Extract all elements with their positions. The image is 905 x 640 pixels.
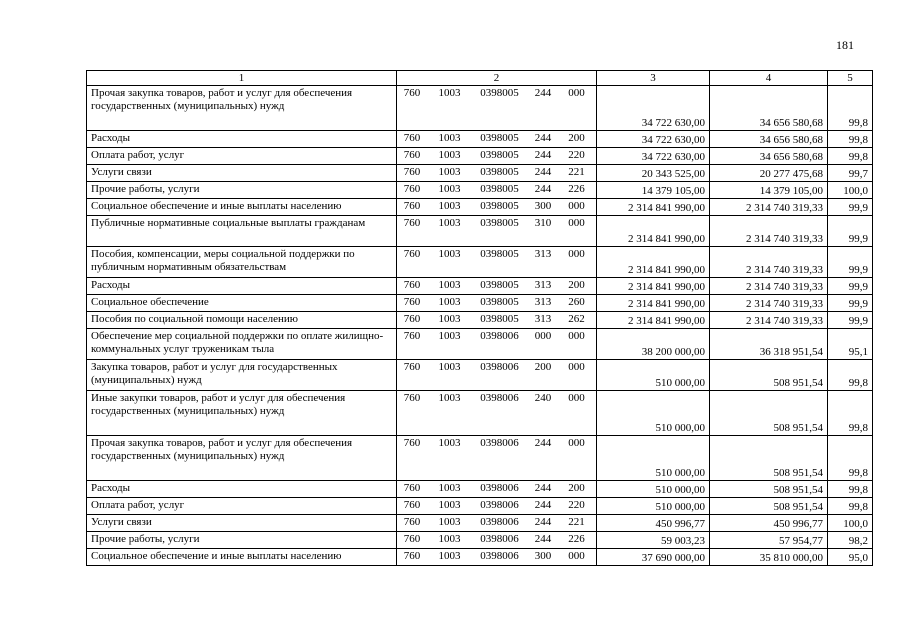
row-col4: 2 314 740 319,33 [710, 278, 828, 295]
code-section: 1003 [438, 132, 461, 144]
code-article: 0398005 [480, 313, 519, 325]
row-codes [397, 295, 597, 312]
row-name: Публичные нормативные социальные выплаты гражданам [87, 216, 397, 247]
code-group [397, 550, 596, 563]
row-col3: 510 000,00 [597, 436, 710, 481]
code-type: 244 [534, 132, 552, 144]
code-group [397, 87, 596, 100]
table-row [87, 481, 873, 498]
code-kosgu: 000 [568, 200, 585, 212]
row-name: Оплата работ, услуг [87, 148, 397, 165]
row-col4: 34 656 580,68 [710, 86, 828, 131]
code-type: 313 [534, 279, 552, 291]
code-article: 0398005 [480, 200, 519, 212]
header-cell: 5 [828, 71, 873, 86]
row-codes [397, 131, 597, 148]
row-col3: 510 000,00 [597, 391, 710, 436]
code-article: 0398005 [480, 279, 519, 291]
code-type: 244 [534, 516, 552, 528]
code-kosgu: 000 [568, 217, 585, 229]
table-row [87, 329, 873, 360]
row-codes [397, 247, 597, 278]
code-type: 200 [534, 361, 552, 373]
row-col3: 2 314 841 990,00 [597, 295, 710, 312]
code-article: 0398005 [480, 87, 519, 99]
table-row [87, 391, 873, 436]
header-cell: 4 [710, 71, 828, 86]
code-type: 300 [534, 550, 552, 562]
code-article: 0398006 [480, 516, 519, 528]
row-col5: 100,0 [828, 182, 873, 199]
code-type: 244 [534, 482, 552, 494]
row-col4: 450 996,77 [710, 515, 828, 532]
row-col5: 99,9 [828, 278, 873, 295]
code-article: 0398005 [480, 296, 519, 308]
code-group [397, 279, 596, 292]
row-col5: 99,8 [828, 360, 873, 391]
row-col4: 14 379 105,00 [710, 182, 828, 199]
table-row [87, 532, 873, 549]
code-article: 0398005 [480, 149, 519, 161]
code-group [397, 437, 596, 450]
row-col5: 99,8 [828, 481, 873, 498]
row-name: Услуги связи [87, 515, 397, 532]
table-row [87, 165, 873, 182]
row-col3: 34 722 630,00 [597, 148, 710, 165]
code-group [397, 217, 596, 230]
code-article: 0398005 [480, 166, 519, 178]
code-section: 1003 [438, 482, 461, 494]
row-col5: 99,8 [828, 131, 873, 148]
row-name: Пособия по социальной помощи населению [87, 312, 397, 329]
code-admin: 760 [403, 183, 421, 195]
code-admin: 760 [403, 392, 421, 404]
code-section: 1003 [438, 296, 461, 308]
code-kosgu: 226 [568, 183, 585, 195]
code-group [397, 132, 596, 145]
row-col4: 508 951,54 [710, 481, 828, 498]
code-section: 1003 [438, 279, 461, 291]
row-col5: 99,9 [828, 312, 873, 329]
row-col5: 99,8 [828, 436, 873, 481]
code-section: 1003 [438, 516, 461, 528]
row-codes [397, 278, 597, 295]
table-row [87, 549, 873, 566]
row-name: Прочие работы, услуги [87, 532, 397, 549]
table-row [87, 515, 873, 532]
code-section: 1003 [438, 248, 461, 260]
row-codes [397, 498, 597, 515]
row-col3: 2 314 841 990,00 [597, 312, 710, 329]
code-group [397, 248, 596, 261]
code-section: 1003 [438, 550, 461, 562]
code-kosgu: 000 [568, 248, 585, 260]
code-section: 1003 [438, 437, 461, 449]
header-cell: 1 [87, 71, 397, 86]
code-group [397, 330, 596, 343]
row-col4: 2 314 740 319,33 [710, 216, 828, 247]
code-type: 244 [534, 183, 552, 195]
row-name: Услуги связи [87, 165, 397, 182]
row-codes [397, 312, 597, 329]
budget-table [86, 70, 873, 566]
row-name: Социальное обеспечение [87, 295, 397, 312]
row-col3: 2 314 841 990,00 [597, 278, 710, 295]
row-col4: 34 656 580,68 [710, 131, 828, 148]
row-codes [397, 216, 597, 247]
row-col4: 508 951,54 [710, 498, 828, 515]
row-col4: 35 810 000,00 [710, 549, 828, 566]
row-col5: 99,8 [828, 86, 873, 131]
code-group [397, 296, 596, 309]
table-row [87, 247, 873, 278]
code-article: 0398006 [480, 550, 519, 562]
row-col3: 59 003,23 [597, 532, 710, 549]
code-group [397, 499, 596, 512]
header-cell: 2 [397, 71, 597, 86]
code-section: 1003 [438, 392, 461, 404]
row-name: Прочая закупка товаров, работ и услуг для обеспечения государственных (муниципальных) нужд [87, 86, 397, 131]
row-col5: 98,2 [828, 532, 873, 549]
code-article: 0398006 [480, 533, 519, 545]
row-col4: 508 951,54 [710, 436, 828, 481]
row-codes [397, 165, 597, 182]
code-type: 244 [534, 149, 552, 161]
row-col3: 450 996,77 [597, 515, 710, 532]
code-kosgu: 226 [568, 533, 585, 545]
row-col5: 99,9 [828, 247, 873, 278]
row-col4: 2 314 740 319,33 [710, 247, 828, 278]
code-kosgu: 000 [568, 330, 585, 342]
row-col5: 99,8 [828, 498, 873, 515]
code-group [397, 533, 596, 546]
code-section: 1003 [438, 361, 461, 373]
row-col5: 99,9 [828, 199, 873, 216]
row-col4: 36 318 951,54 [710, 329, 828, 360]
table-row [87, 436, 873, 481]
code-group [397, 361, 596, 374]
row-col5: 95,0 [828, 549, 873, 566]
table-row [87, 278, 873, 295]
code-section: 1003 [438, 200, 461, 212]
row-name: Прочие работы, услуги [87, 182, 397, 199]
code-admin: 760 [403, 149, 421, 161]
code-type: 000 [534, 330, 552, 342]
row-codes [397, 148, 597, 165]
code-kosgu: 000 [568, 392, 585, 404]
row-col3: 510 000,00 [597, 360, 710, 391]
code-admin: 760 [403, 361, 421, 373]
code-admin: 760 [403, 217, 421, 229]
code-admin: 760 [403, 296, 421, 308]
code-article: 0398005 [480, 217, 519, 229]
row-col5: 99,9 [828, 216, 873, 247]
row-col3: 2 314 841 990,00 [597, 247, 710, 278]
code-section: 1003 [438, 87, 461, 99]
code-kosgu: 000 [568, 437, 585, 449]
table-row [87, 131, 873, 148]
row-name: Иные закупки товаров, работ и услуг для обеспечения государственных (муниципальных) нужд [87, 391, 397, 436]
row-col5: 100,0 [828, 515, 873, 532]
code-type: 244 [534, 437, 552, 449]
code-admin: 760 [403, 330, 421, 342]
code-section: 1003 [438, 499, 461, 511]
code-section: 1003 [438, 166, 461, 178]
row-col5: 99,8 [828, 391, 873, 436]
code-type: 313 [534, 248, 552, 260]
code-section: 1003 [438, 217, 461, 229]
row-col3: 37 690 000,00 [597, 549, 710, 566]
row-name: Расходы [87, 131, 397, 148]
row-name: Закупка товаров, работ и услуг для государственных (муниципальных) нужд [87, 360, 397, 391]
row-codes [397, 436, 597, 481]
row-name: Расходы [87, 481, 397, 498]
code-kosgu: 200 [568, 279, 585, 291]
code-group [397, 200, 596, 213]
row-codes [397, 391, 597, 436]
code-kosgu: 000 [568, 550, 585, 562]
row-col5: 99,9 [828, 295, 873, 312]
code-kosgu: 221 [568, 516, 585, 528]
code-article: 0398006 [480, 361, 519, 373]
row-codes [397, 515, 597, 532]
row-codes [397, 86, 597, 131]
code-admin: 760 [403, 313, 421, 325]
row-col3: 34 722 630,00 [597, 86, 710, 131]
code-kosgu: 260 [568, 296, 585, 308]
code-type: 313 [534, 296, 552, 308]
row-col4: 20 277 475,68 [710, 165, 828, 182]
row-codes [397, 360, 597, 391]
code-kosgu: 262 [568, 313, 585, 325]
row-name: Социальное обеспечение и иные выплаты населению [87, 549, 397, 566]
code-section: 1003 [438, 330, 461, 342]
table-row [87, 498, 873, 515]
table-body [87, 86, 873, 566]
code-type: 313 [534, 313, 552, 325]
table-row [87, 148, 873, 165]
code-article: 0398006 [480, 392, 519, 404]
row-col4: 57 954,77 [710, 532, 828, 549]
table-row [87, 360, 873, 391]
row-col3: 2 314 841 990,00 [597, 199, 710, 216]
code-group [397, 516, 596, 529]
row-name: Прочая закупка товаров, работ и услуг для обеспечения государственных (муниципальных) нужд [87, 436, 397, 481]
code-admin: 760 [403, 482, 421, 494]
code-admin: 760 [403, 248, 421, 260]
page-number: 181 [836, 38, 854, 52]
code-kosgu: 200 [568, 132, 585, 144]
code-section: 1003 [438, 183, 461, 195]
code-type: 244 [534, 533, 552, 545]
code-article: 0398006 [480, 330, 519, 342]
code-admin: 760 [403, 499, 421, 511]
code-group [397, 149, 596, 162]
code-kosgu: 221 [568, 166, 585, 178]
row-col3: 510 000,00 [597, 481, 710, 498]
row-col4: 2 314 740 319,33 [710, 199, 828, 216]
code-type: 244 [534, 166, 552, 178]
header-cell: 3 [597, 71, 710, 86]
row-col3: 510 000,00 [597, 498, 710, 515]
code-admin: 760 [403, 166, 421, 178]
row-col4: 508 951,54 [710, 360, 828, 391]
code-article: 0398006 [480, 482, 519, 494]
table-row [87, 216, 873, 247]
code-kosgu: 000 [568, 87, 585, 99]
code-admin: 760 [403, 279, 421, 291]
row-col4: 34 656 580,68 [710, 148, 828, 165]
row-col5: 99,8 [828, 148, 873, 165]
row-col3: 14 379 105,00 [597, 182, 710, 199]
code-article: 0398005 [480, 132, 519, 144]
code-group [397, 313, 596, 326]
code-admin: 760 [403, 516, 421, 528]
row-name: Обеспечение мер социальной поддержки по оплате жилищно-коммунальных услуг труженикам тыла [87, 329, 397, 360]
header-row [87, 71, 873, 86]
row-col5: 99,7 [828, 165, 873, 182]
code-article: 0398006 [480, 437, 519, 449]
code-section: 1003 [438, 149, 461, 161]
row-codes [397, 329, 597, 360]
row-codes [397, 199, 597, 216]
code-article: 0398005 [480, 183, 519, 195]
code-group [397, 482, 596, 495]
code-section: 1003 [438, 533, 461, 545]
row-codes [397, 549, 597, 566]
row-col3: 20 343 525,00 [597, 165, 710, 182]
code-admin: 760 [403, 87, 421, 99]
row-codes [397, 532, 597, 549]
code-type: 300 [534, 200, 552, 212]
row-name: Социальное обеспечение и иные выплаты населению [87, 199, 397, 216]
code-group [397, 166, 596, 179]
code-admin: 760 [403, 437, 421, 449]
code-kosgu: 220 [568, 499, 585, 511]
table-row [87, 295, 873, 312]
table-row [87, 182, 873, 199]
table-row [87, 199, 873, 216]
table-row [87, 312, 873, 329]
code-type: 244 [534, 499, 552, 511]
code-type: 244 [534, 87, 552, 99]
row-col3: 34 722 630,00 [597, 131, 710, 148]
code-admin: 760 [403, 550, 421, 562]
code-admin: 760 [403, 132, 421, 144]
row-name: Пособия, компенсации, меры социальной поддержки по публичным нормативным обязательствам [87, 247, 397, 278]
row-col3: 38 200 000,00 [597, 329, 710, 360]
code-admin: 760 [403, 533, 421, 545]
row-codes [397, 182, 597, 199]
code-kosgu: 220 [568, 149, 585, 161]
row-col4: 508 951,54 [710, 391, 828, 436]
row-col3: 2 314 841 990,00 [597, 216, 710, 247]
row-col4: 2 314 740 319,33 [710, 295, 828, 312]
row-name: Расходы [87, 278, 397, 295]
code-type: 310 [534, 217, 552, 229]
code-article: 0398005 [480, 248, 519, 260]
code-admin: 760 [403, 200, 421, 212]
code-group [397, 183, 596, 196]
code-article: 0398006 [480, 499, 519, 511]
row-col5: 95,1 [828, 329, 873, 360]
row-codes [397, 481, 597, 498]
table-row [87, 86, 873, 131]
code-group [397, 392, 596, 405]
row-col4: 2 314 740 319,33 [710, 312, 828, 329]
code-kosgu: 000 [568, 361, 585, 373]
row-name: Оплата работ, услуг [87, 498, 397, 515]
code-type: 240 [534, 392, 552, 404]
code-section: 1003 [438, 313, 461, 325]
code-kosgu: 200 [568, 482, 585, 494]
